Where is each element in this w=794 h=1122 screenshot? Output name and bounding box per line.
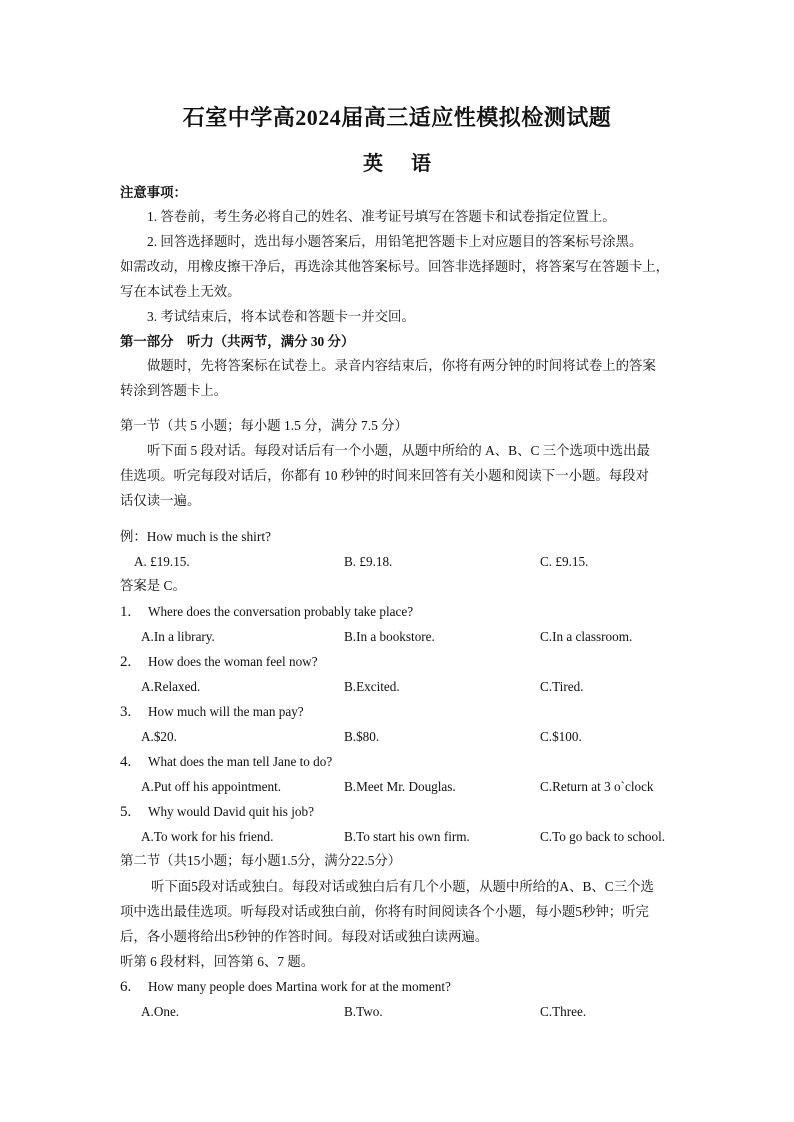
- option-c: C.$100.: [540, 729, 582, 744]
- option-c: C.In a classroom.: [540, 629, 633, 644]
- option-b: B.Excited.: [344, 679, 400, 694]
- question-text: How much will the man pay?: [148, 704, 304, 719]
- example-option-b: B. £9.18.: [344, 554, 393, 569]
- section2-instruction-line-1: 听下面5段对话或独白。每段对话或独白后有几个小题，从题中所给的A、B、C三个选: [151, 879, 654, 894]
- section1-instruction-line-2: 佳选项。听完每段对话后，你都有 10 秒钟的时间来回答有关小题和阅读下一小题。每段对: [120, 468, 649, 483]
- notes-item-2-line-3: 写在本试卷上无效。: [120, 284, 241, 299]
- question-number: 4.: [120, 754, 132, 770]
- option-a: A.To work for his friend.: [141, 829, 274, 844]
- option-a: A.In a library.: [141, 629, 215, 644]
- subject-heading: [0, 147, 794, 176]
- section1-instruction-line-1: 听下面 5 段对话。每段对话后有一个小题，从题中所给的 A、B、C 三个选项中选出最: [147, 443, 650, 458]
- option-b: B.$80.: [344, 729, 380, 744]
- option-b: B.To start his own firm.: [344, 829, 470, 844]
- question-number: 2.: [120, 654, 132, 670]
- question-number: 5.: [120, 804, 132, 820]
- question-text: Why would David quit his job?: [148, 804, 314, 819]
- exam-title: 石室中学高2024届高三适应性模拟检测试题: [182, 105, 612, 130]
- option-c: C.Three.: [540, 1004, 587, 1019]
- question-text: Where does the conversation probably take place?: [148, 604, 414, 619]
- question-text: How many people does Martina work for at the moment?: [148, 979, 451, 994]
- subject-char-1: 英: [363, 153, 383, 175]
- notes-item-1: 1. 答卷前，考生务必将自己的姓名、准考证号填写在答题卡和试卷指定位置上。: [147, 209, 616, 224]
- subject-char-2: 语: [411, 153, 431, 175]
- section1-instruction-line-3: 话仅读一遍。: [120, 493, 201, 508]
- example-option-c: C. £9.15.: [540, 554, 589, 569]
- section2-heading: 第二节（共15小题；每小题1.5分，满分22.5分）: [120, 853, 402, 868]
- question-number: 1.: [120, 604, 132, 620]
- question-number: 3.: [120, 704, 132, 720]
- option-c: C.To go back to school.: [540, 829, 666, 844]
- notes-item-2-line-1: 2. 回答选择题时，选出每小题答案后，用铅笔把答题卡上对应题目的答案标号涂黑。: [147, 234, 643, 249]
- option-a: A.$20.: [141, 729, 177, 744]
- example-question: 例：How much is the shirt?: [120, 529, 271, 544]
- part1-instruction-line-1: 做题时，先将答案标在试卷上。录音内容结束后，你将有两分钟的时间将试卷上的答案: [147, 358, 656, 373]
- option-a: A.One.: [141, 1004, 180, 1019]
- section2-instruction-line-2: 项中选出最佳选项。听每段对话或独白前，你将有时间阅读各个小题，每小题5秒钟；听完: [120, 904, 649, 919]
- question-text: What does the man tell Jane to do?: [148, 754, 333, 769]
- option-a: A.Put off his appointment.: [141, 779, 282, 794]
- example-option-a: A. £19.15.: [134, 554, 190, 569]
- example-answer: 答案是 C。: [120, 578, 186, 593]
- question-text: How does the woman feel now?: [148, 654, 318, 669]
- material-6-instruction: 听第 6 段材料，回答第 6、7 题。: [120, 954, 315, 969]
- part1-heading: 第一部分 听力（共两节，满分 30 分）: [120, 334, 355, 349]
- section2-instruction-line-3: 后，各小题将给出5秒钟的作答时间。每段对话或独白读两遍。: [120, 929, 489, 944]
- option-a: A.Relaxed.: [141, 679, 201, 694]
- section1-heading: 第一节（共 5 小题；每小题 1.5 分，满分 7.5 分）: [120, 418, 408, 433]
- option-c: C.Return at 3 o`clock: [540, 779, 654, 794]
- option-b: B.In a bookstore.: [344, 629, 435, 644]
- option-c: C.Tired.: [540, 679, 584, 694]
- option-b: B.Meet Mr. Douglas.: [344, 779, 456, 794]
- part1-instruction-line-2: 转涂到答题卡上。: [120, 383, 228, 398]
- notes-heading: 注意事项：: [120, 185, 187, 200]
- question-number: 6.: [120, 979, 132, 995]
- notes-item-3: 3. 考试结束后，将本试卷和答题卡一并交回。: [147, 309, 415, 324]
- notes-item-2-line-2: 如需改动，用橡皮擦干净后，再选涂其他答案标号。回答非选择题时，将答案写在答题卡上，: [120, 259, 670, 274]
- option-b: B.Two.: [344, 1004, 383, 1019]
